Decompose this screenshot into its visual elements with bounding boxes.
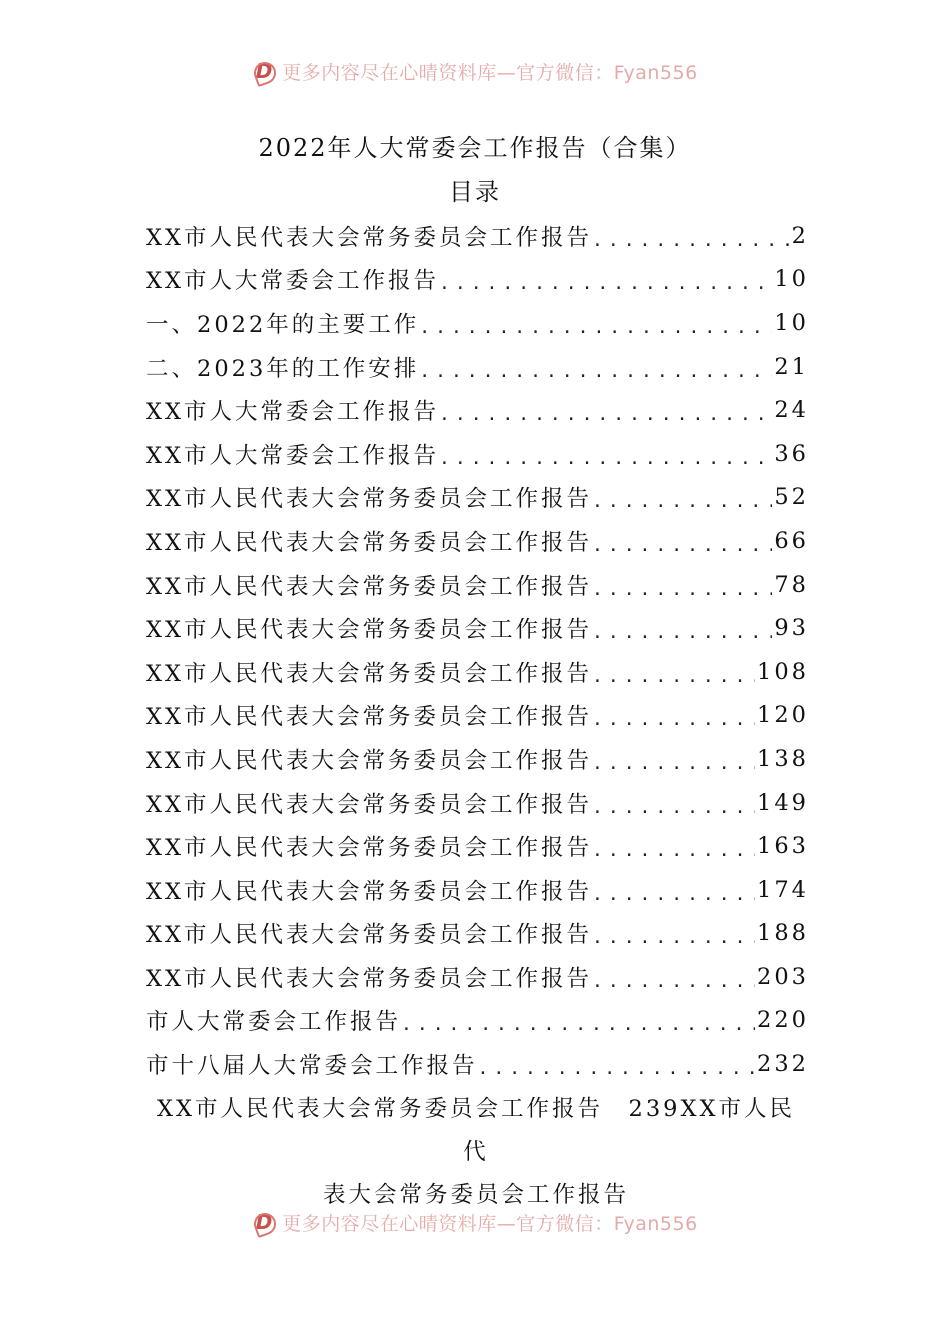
toc-heading: 目录 (449, 178, 501, 206)
toc-entry-label: XX市人大常委会工作报告 (146, 399, 440, 426)
toc-trailing-entry (146, 1088, 806, 1217)
toc-entry-page-number: 24 (774, 397, 809, 424)
toc-entry-page-number: 21 (774, 353, 809, 380)
toc-entry-label: XX市人民代表大会常务委员会工作报告 (146, 617, 593, 644)
toc-dot-leader (592, 876, 755, 904)
table-of-contents (146, 214, 809, 1086)
toc-entry-label: XX市人民代表大会常务委员会工作报告 (146, 747, 593, 774)
toc-entry[interactable] (146, 955, 809, 999)
toc-dot-leader (592, 658, 755, 686)
toc-entry-label: XX市人大常委会工作报告 (146, 442, 440, 469)
toc-dot-leader (592, 614, 772, 642)
toc-entry[interactable] (146, 301, 809, 345)
toc-entry[interactable] (146, 563, 809, 607)
toc-dot-leader (592, 745, 755, 773)
toc-entry-label: 市十八届人大常委会工作报告 (146, 1053, 478, 1080)
toc-entry-page-number: 108 (757, 658, 809, 685)
toc-entry[interactable] (146, 650, 809, 694)
toc-entry-page-number: 66 (774, 527, 809, 554)
document-title: 2022年人大常委会工作报告（合集） (258, 134, 692, 162)
logo-icon: D (252, 59, 276, 83)
toc-entry-page-number: 232 (757, 1051, 809, 1078)
toc-entry[interactable] (146, 476, 809, 520)
toc-entry-page-number: 138 (757, 745, 809, 772)
toc-entry-page-number: 78 (774, 571, 809, 598)
toc-entry[interactable] (146, 868, 809, 912)
toc-entry-label: XX市人民代表大会常务委员会工作报告 (146, 529, 593, 556)
toc-entry[interactable] (146, 214, 809, 258)
toc-entry-page-number: 188 (757, 920, 809, 947)
toc-entry-label: 一、2022年的主要工作 (146, 311, 420, 338)
toc-entry-page-number: 2 (791, 222, 809, 249)
toc-dot-leader (439, 265, 772, 293)
watermark-text: 更多内容尽在心晴资料库—官方微信：Fyan556 (282, 1212, 698, 1235)
watermark-text: 更多内容尽在心晴资料库—官方微信：Fyan556 (282, 61, 698, 84)
toc-dot-leader (592, 527, 772, 555)
toc-dot-leader (419, 353, 772, 381)
toc-entry-page-number: 120 (757, 702, 809, 729)
logo-icon: D (252, 1210, 276, 1234)
toc-dot-leader (439, 440, 772, 468)
toc-entry-label: 二、2023年的工作安排 (146, 355, 420, 382)
toc-entry[interactable] (146, 519, 809, 563)
toc-dot-leader (592, 919, 755, 947)
toc-entry-label: 市人大常委会工作报告 (146, 1009, 402, 1036)
toc-entry-label: XX市人民代表大会常务委员会工作报告 (146, 573, 593, 600)
toc-entry-page-number: 203 (757, 963, 809, 990)
toc-dot-leader (592, 701, 755, 729)
toc-entry[interactable] (146, 824, 809, 868)
toc-dot-leader (592, 832, 755, 860)
toc-entry-label: XX市人大常委会工作报告 (146, 268, 440, 295)
toc-entry-page-number: 220 (757, 1007, 809, 1034)
toc-entry-label: XX市人民代表大会常务委员会工作报告 (146, 878, 593, 905)
toc-dot-leader (592, 222, 790, 250)
toc-dot-leader (592, 963, 755, 991)
toc-dot-leader (592, 571, 772, 599)
toc-entry-label: XX市人民代表大会常务委员会工作报告 (146, 704, 593, 731)
toc-entry-page-number: 163 (757, 833, 809, 860)
toc-entry[interactable] (146, 999, 809, 1043)
toc-dot-leader (592, 789, 755, 817)
toc-entry[interactable] (146, 606, 809, 650)
toc-dot-leader (478, 1050, 756, 1078)
toc-entry-label: XX市人民代表大会常务委员会工作报告 (146, 922, 593, 949)
toc-entry[interactable] (146, 258, 809, 302)
watermark-banner-top (0, 56, 950, 86)
toc-dot-leader (439, 396, 772, 424)
toc-entry[interactable] (146, 912, 809, 956)
toc-entry-page-number: 36 (774, 440, 809, 467)
toc-trailing-line-1: XX市人民代表大会常务委员会工作报告 239XX市人民代 (156, 1096, 796, 1165)
toc-entry-label: XX市人民代表大会常务委员会工作报告 (146, 224, 593, 251)
toc-dot-leader (401, 1006, 755, 1034)
toc-entry-page-number: 93 (774, 615, 809, 642)
toc-dot-leader (592, 483, 772, 511)
watermark-banner-bottom (0, 1207, 950, 1237)
toc-entry-page-number: 174 (757, 876, 809, 903)
toc-entry[interactable] (146, 737, 809, 781)
toc-entry-page-number: 10 (774, 309, 809, 336)
toc-entry-label: XX市人民代表大会常务委员会工作报告 (146, 965, 593, 992)
toc-entry-page-number: 52 (774, 484, 809, 511)
toc-trailing-line-2: 表大会常务委员会工作报告 (322, 1182, 629, 1208)
toc-entry[interactable] (146, 388, 809, 432)
toc-entry[interactable] (146, 345, 809, 389)
toc-entry[interactable] (146, 432, 809, 476)
toc-entry[interactable] (146, 1042, 809, 1086)
toc-entry[interactable] (146, 781, 809, 825)
toc-entry-label: XX市人民代表大会常务委员会工作报告 (146, 791, 593, 818)
toc-entry[interactable] (146, 694, 809, 738)
toc-dot-leader (419, 309, 772, 337)
toc-entry-label: XX市人民代表大会常务委员会工作报告 (146, 835, 593, 862)
toc-entry-page-number: 10 (774, 266, 809, 293)
toc-entry-page-number: 149 (757, 789, 809, 816)
toc-entry-label: XX市人民代表大会常务委员会工作报告 (146, 660, 593, 687)
toc-entry-label: XX市人民代表大会常务委员会工作报告 (146, 486, 593, 513)
